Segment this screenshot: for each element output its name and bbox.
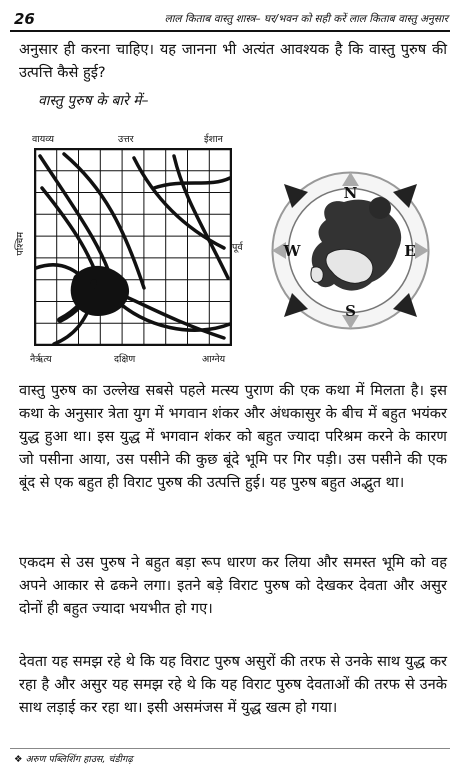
vastu-figure xyxy=(15,128,450,370)
compass-w: W xyxy=(283,242,301,260)
body-paragraph-1: वास्तु पुरुष का उल्लेख सबसे पहले मत्स्य पुराण की एक कथा में मिलता है। इस कथा के अनुसार त्रेता युग में भगवान शंकर और अंधकासुर के बीच में बहुत भयंकर युद्ध हुआ था। इस युद्ध में भगवान शंकर को बहुत ज्यादा परिश्रम करने के कारण जो पसीना आया, उस पसीने की कुछ बूंदे भूमि पर गिर पड़ी। उस पसीने की एक बूंद से एक बहुत ही विराट पुरुष की उत्पत्ति हुई। यह पुरुष बहुत अद्भुत था। xyxy=(19,382,447,491)
body-paragraph-3: देवता यह समझ रहे थे कि यह विराट पुरुष असुरों की तरफ से उनके साथ युद्ध कर रहा है और असुर यह समझ रहे थे कि यह विराट पुरुष देवताओं की तरफ से उनके साथ लड़ाई कर रहा था। इसी असमंजस में युद्ध खत्म हो गया। xyxy=(19,653,447,716)
running-title: लाल किताब वास्तु शास्त्र– घर/भवन को सही करें लाल किताब वास्तु अनुसार xyxy=(164,13,448,25)
label-northeast: ईशान xyxy=(204,134,223,145)
label-southwest: नैर्ऋत्य xyxy=(30,354,52,365)
label-south: दक्षिण xyxy=(114,354,136,365)
vastu-purusha-compass xyxy=(268,168,433,333)
compass-e: E xyxy=(404,242,416,260)
publisher-footer: ❖ अरुण पब्लिशिंग हाउस, चंडीगढ़ xyxy=(14,754,133,765)
footer-rule xyxy=(10,748,450,749)
intro-paragraph: अनुसार ही करना चाहिए। यह जानना भी अत्यंत आवश्यक है कि वास्तु पुरुष की उत्पत्ति कैसे हुई? xyxy=(19,41,447,81)
label-southeast: आग्नेय xyxy=(202,354,226,365)
vastu-purusha-grid xyxy=(34,148,232,346)
compass-n: N xyxy=(343,184,358,202)
body-paragraph-2: एकदम से उस पुरुष ने बहुत बड़ा रूप धारण कर लिया और समस्त भूमि को वह अपने आकार से ढकने लगा। इतने बड़े विराट पुरुष को देखकर देवता और असुर दोनों ही बहुत ज्यादा भयभीत हो गए। xyxy=(19,554,447,617)
label-east: पूर्व xyxy=(232,242,243,253)
compass-s: S xyxy=(345,302,356,320)
page-header xyxy=(10,8,450,32)
label-west: पश्चिम xyxy=(15,232,26,256)
label-northwest: वायव्य xyxy=(32,134,55,145)
subheading: वास्तु पुरुष के बारे में– xyxy=(38,93,149,109)
label-north: उत्तर xyxy=(118,134,134,145)
page-number: 26 xyxy=(14,10,35,28)
